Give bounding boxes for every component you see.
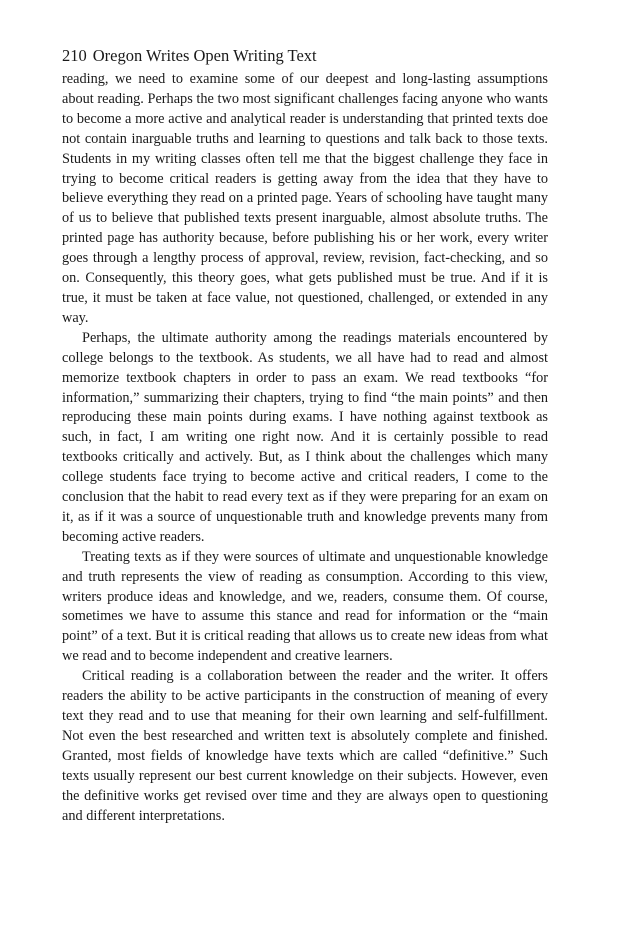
paragraph-reading-as-consumption: Treating texts as if they were sources of ultimate and unquestionable knowledge and truth represents the view of reading as consumption. According to this view, writers produce ideas and knowledge, and we, readers, consume them. Of course, sometimes we have to assume this stance and read for information or the “main point” of a text. But it is critical reading that allows us to create new ideas from what we read and to become independent and creative learners. (62, 548, 548, 665)
running-header (62, 44, 548, 68)
paragraph-textbook-authority: Perhaps, the ultimate authority among the readings materials encountered by college belongs to the textbook. As students, we all have had to read and almost memorize textbook chapters in order to pass an exam. We read textbooks “for information,” summarizing their chapters, trying to find “the main points” and then reproducing these main points during exams. I have nothing against textbook as such, in fact, I am writing one right now. And it is certainly possible to read textbooks critically and actively. But, as I think about the challenges which many college students face trying to become active and critical readers, I come to the conclusion that the habit to read every text as if they were preparing for an exam on it, as if it was a source of unquestionable truth and knowledge prevents many from becoming active readers. (62, 329, 548, 545)
book-page (62, 44, 548, 826)
paragraph-continuation: reading, we need to examine some of our deepest and long-lasting assumptions about reading. Perhaps the two most significant challenges facing anyone who wants to become a more active and analytical reader is understanding that printed texts doe not contain inarguable truths and learning to questions and talk back to those texts. Students in my writing classes often tell me that the biggest challenge they face in trying to become critical readers is getting away from the idea that they have to believe everything they read on a printed page. Years of schooling have taught many of us to believe that published texts present inarguable, almost absolute truths. The printed page has authority because, before publishing his or her work, every writer goes through a lengthy process of approval, review, revision, fact-checking, and so on. Consequently, this theory goes, what gets published must be true. And if it is true, it must be taken at face value, not questioned, challenged, or extended in any way. (62, 71, 548, 326)
page-number: 210 (62, 46, 87, 65)
paragraph-critical-reading-collaboration: Critical reading is a collaboration between the reader and the writer. It offers readers the ability to be active participants in the construction of meaning of every text they read and to use that meaning for their own learning and self-fulfillment. Not even the best researched and written text is absolutely complete and finished. Granted, most fields of knowledge have texts which are called “definitive.” Such texts usually represent our best current knowledge on their subjects. However, even the definitive works get revised over time and they are always open to questioning and different interpretations. (62, 668, 548, 824)
book-title: Oregon Writes Open Writing Text (92, 46, 317, 65)
